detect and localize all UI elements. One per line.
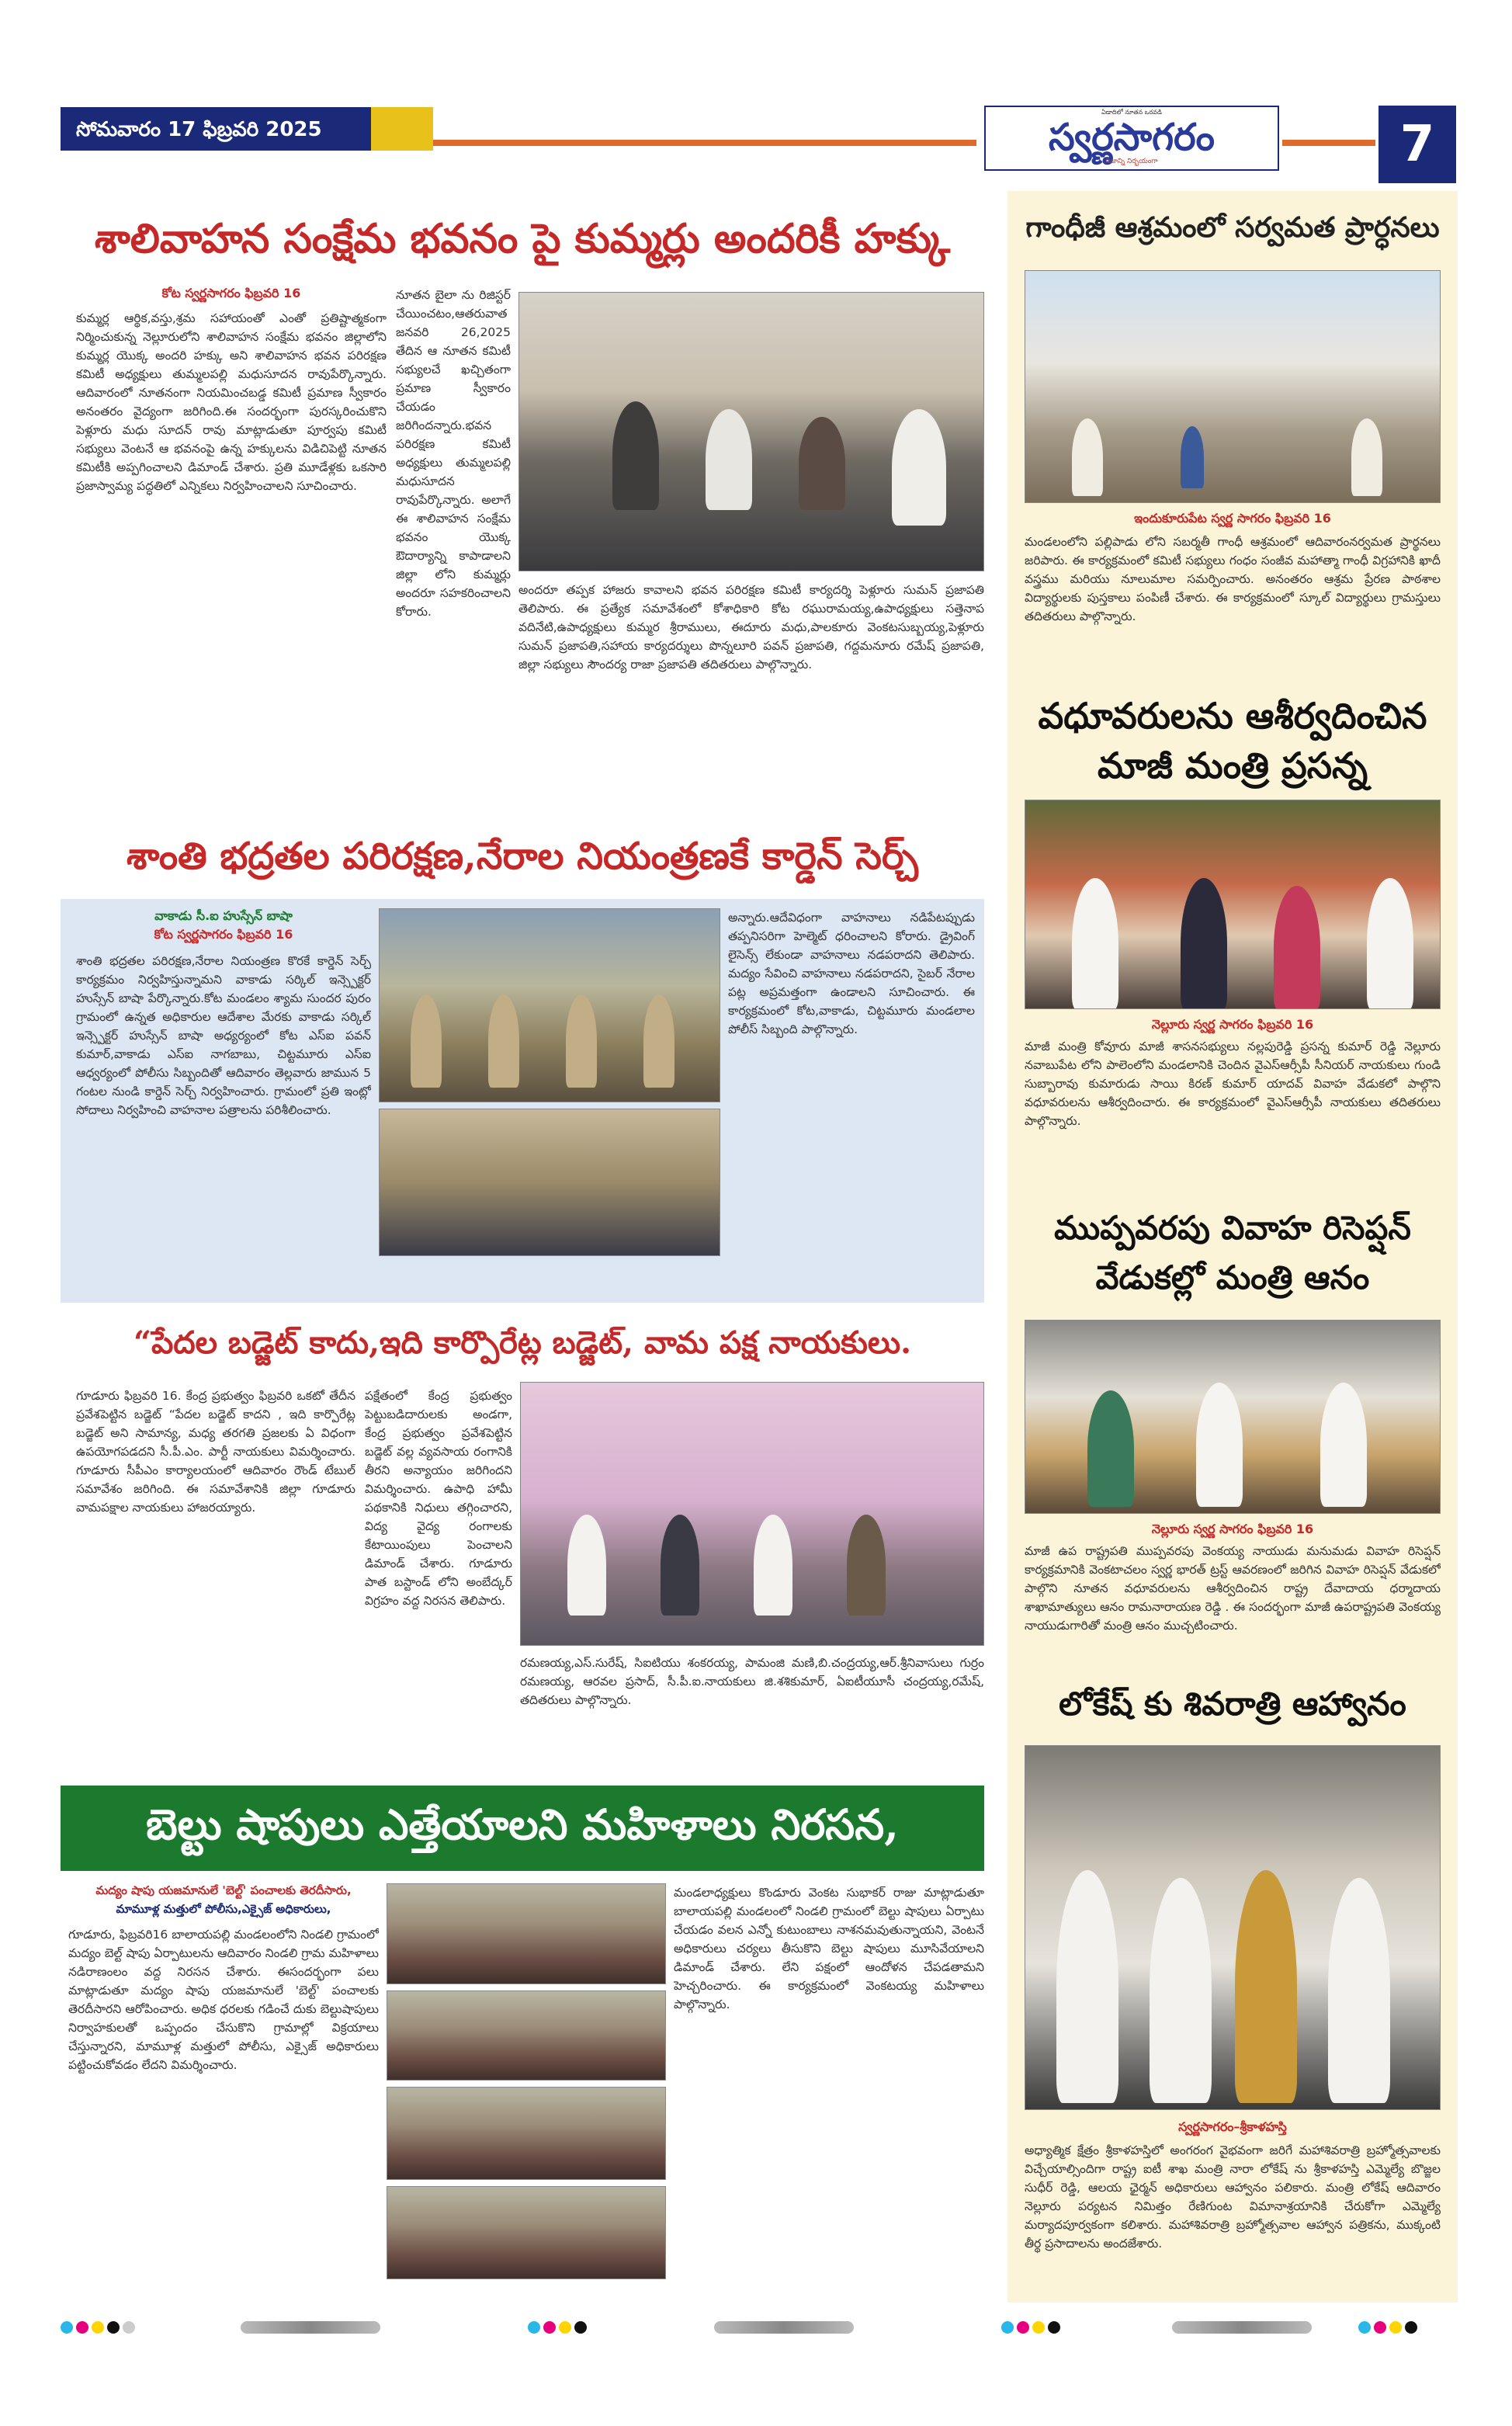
photo-figure — [1196, 1383, 1243, 1507]
side4-body: అధ్యాత్మిక క్షేత్రం శ్రీకాళహస్తిలో అంగరంగ వైభవంగా జరిగే మహాశివరాత్రి బ్రహ్మోత్సవాలకు విచ్చేయాల్సిందిగా రాష్ట్ర ఐటీ శాఖ మంత్రి నారా లోకేష్ ను శ్రీకాళహస్తి ఎమ్మెల్యే బొజ్జల సుధీర్ రెడ్డి, ఆలయ ఛైర్మన్ అధికారులు ఆహ్వానం పలికారు. మంత్రి లోకేష్ ఆదివారం నెల్లూరు పర్యటన నిమిత్తం రేణిగుంట విమానాశ్రయానికి చేరుకోగా ఎమ్మెల్యే మర్యాదపూర్వకంగా కలిశారు. మహాశివరాత్రి బ్రహ్మోత్సవాల ఆహ్వాన పత్రికను, ముక్కంటి తీర్థ ప్రసాదాలను అందజేశారు. — [1025, 2143, 1441, 2251]
side4-byline: స్వర్ణసాగరం–శ్రీకాళహస్తి — [1178, 2119, 1287, 2134]
magenta-dot — [543, 2321, 556, 2334]
side4-headline: లోకేష్ కు శివరాత్రి ఆహ్వానం — [1059, 1685, 1406, 1723]
story2-col1: శాంతి భద్రతల పరిరక్షణ,నేరాల నియంత్రణ కొరకే కార్డెన్ సెర్చ్ కార్యక్రమం నిర్వహిస్తున్నామని వాకాడు సర్కిల్ ఇన్స్పెక్టర్ హుస్సేన్ బాషా పేర్కొన్నారు.కోట మండలం శ్యామ సుందర పురం గ్రామంలో ఉన్నత అధికారుల ఆదేశాల మేరకు వాకాడు సర్కిల్ ఇన్స్పెక్టర్ హుస్సేన్ బాషా అధ్యర్యంలో కోట ఎస్ఐ పవన్ కుమార్,వాకాడు ఎస్ఐ నాగబాబు, చిట్టమూరు ఎస్ఐ ఆధ్వర్యంలో పోలీసు సిబ్బందితో ఆదివారం తెల్లవారు జామున 5 గంటల నుండి కార్డెన్ సెర్చ్ నిర్వహించారు. గ్రామంలో ప్రతి ఇంట్లో సోదాలు నిర్వహించి వాహనాల పత్రాలను పరిశీలించారు. — [76, 954, 371, 1117]
side1-body: మండలంలోని పల్లిపాడు లోని సబర్మతీ గాంధీ ఆశ్రమంలో ఆదివారంనర్వమత ప్రార్థనలు జరిపారు. ఈ కార్యక్రమంలో కమిటీ సభ్యులు గంధం సంజీవ మహాత్మా గాంధీ విగ్రహానికి ఖాదీ వస్త్రము మరియు నూలుమాల సమర్పించారు. అనంతరం ఆశ్రమ ప్రేరణ పాఠశాల విద్యార్థులకు పుస్తకాలు పంపిణీ చేశారు. ఈ కార్యక్రమంలో స్కూల్ విద్యార్థులు గ్రామస్తులు తదితరులు పాల్గొన్నారు. — [1025, 535, 1441, 623]
photo-figure — [411, 994, 442, 1088]
registration-marks-right — [1001, 2321, 1063, 2337]
side-story-reception — [1017, 1203, 1448, 1731]
story2-reporter: వాకాడు సీ.ఐ హుస్సేన్ బాషా — [154, 908, 293, 923]
story3-headline: “పేదల బడ్జెట్ కాదు,ఇది కార్పొరేట్ల బడ్జెట్, వామ పక్ష నాయకులు. — [133, 1324, 912, 1361]
side3-body: మాజీ ఉప రాష్ట్రపతి ముప్పవరపు వెంకయ్య నాయుడు మనుమడు వివాహ రిసెప్షన్ కార్యక్రమానికి వెంకటాచలం స్వర్ణ భారత్ ట్రస్ట్ ఆవరణంలో జరిగిన వివాహ రిసెప్షన్ వేడుకలో పాల్గొని నూతన వధూవరులను ఆశీర్వదించిన రాష్ట్ర దేవాదాయ ధర్మాదాయ శాఖామాత్యులు ఆనం రామనారాయణ రెడ్డి . ఈ సందర్భంగా మాజీ ఉపరాష్ట్రపతి వెంకయ్య నాయుడుగారితో మంత్రి ఆనం ముచ్చటించారు. — [1025, 1544, 1441, 1633]
header-rule-right — [1282, 140, 1375, 146]
side2-byline: నెల్లూరు స్వర్ణ సాగరం ఫిబ్రవరి 16 — [1151, 1017, 1314, 1032]
photo-figure — [706, 409, 752, 510]
side3-photo — [1025, 1320, 1441, 1514]
story-shalivahana — [61, 200, 984, 821]
story-cordon-search — [61, 821, 984, 1303]
photo-figure — [488, 994, 519, 1088]
side2-headline: వధూవరులను ఆశీర్వదించిన మాజీ మంత్రి ప్రసన్న — [1038, 695, 1427, 786]
story2-byline: కోట స్వర్ణసాగరం ఫిబ్రవరి 16 — [154, 927, 293, 942]
story2-headline: శాంతి భద్రతల పరిరక్షణ,నేరాల నియంత్రణకే కార్డెన్ సెర్చ్ — [61, 821, 984, 899]
photo-figure — [1150, 1878, 1212, 2103]
photo-figure — [1181, 878, 1227, 1009]
logo-name: స్వర్ణసాగరం — [1049, 116, 1215, 159]
side-story-blessing — [1017, 691, 1448, 1234]
printer-bar — [1172, 2321, 1312, 2334]
yellow-dot — [1032, 2321, 1045, 2334]
story-belt-shops — [61, 1786, 984, 2290]
side-story-ashram — [1017, 200, 1448, 744]
story3-col1: గూడూరు ఫిబ్రవరి 16. కేంద్ర ప్రభుత్వం ఫిబ్రవరి ఒకటో తేదీన ప్రవేశపెట్టిన బడ్జెట్ “పేదల బడ్జెట్ కాదని , ఇది కార్పొరేట్ల బడ్జెట్ అని సామాన్య, మధ్య తరగతి ప్రజలకు ఏ విధంగా ఉపయోగపడదని సీ.పీ.ఎం. పార్టీ నాయకులు విమర్శించారు. గూడూరు సీపీఎం కార్యాలయంలో ఆదివారం రౌండ్ టేబుల్ సమావేశం జరిగింది. ఈ సమావేశానికి జిల్లా గూడూరు వామపక్షాల నాయకులు హాజరయ్యారు. — [76, 1389, 355, 1515]
photo-figure — [612, 401, 659, 510]
date-text: సోమవారం 17 ఫిబ్రవరి 2025 — [76, 118, 322, 141]
photo-figure — [1351, 418, 1382, 496]
logo-subtitle: నిజాన్ని నిర్భయంగా — [1105, 158, 1158, 165]
story4-photo-1 — [387, 1883, 666, 1984]
story1-photo — [518, 292, 984, 571]
side2-photo — [1025, 800, 1441, 1009]
story2-photo-police — [379, 908, 720, 1102]
magenta-dot — [1017, 2321, 1029, 2334]
side3-byline: నెల్లూరు స్వర్ణ సాగరం ఫిబ్రవరి 16 — [1151, 1522, 1314, 1536]
story4-headline: బెల్టు షాపులు ఎత్తేయాలని మహిళాలు నిరసన, — [61, 1786, 984, 1871]
cyan-dot — [1358, 2321, 1371, 2334]
yellow-dot — [559, 2321, 571, 2334]
photo-figure — [1072, 418, 1103, 496]
side1-photo — [1025, 270, 1441, 503]
story4-col1: గూడూరు, ఫిబ్రవరి16 బాలాయపల్లి మండలంలోని నిండలి గ్రామంలో మద్యం బెల్ట్ షాపు ఏర్పాటులను ఆదివారం నిండలి గ్రామ మహిళాలు నడిరాణంలం వద్ద నిరసన చేశారు. ఈసందర్భంగా పలు మాట్లాడుతూ మద్యం షాపు యజమానులే 'బెల్ట్' పంచాలకు తెరదీసారని ఆరోపించారు. అధిక ధరలకు గడించే దుకు బెల్టుషాపులు నిర్వాహకులతో ఒప్పందం చేసుకొని గ్రామాల్లో విక్రయాలు చేస్తున్నారని, మామూళ్ల మత్తులో పోలీసు, ఎక్సైజ్ అధికారులు పట్టించుకోవడం లేదని విమర్శించారు. — [68, 1928, 379, 2072]
printer-bar — [241, 2321, 380, 2334]
date-bar — [61, 107, 371, 151]
story1-byline: కోట స్వర్ణసాగరం ఫిబ్రవరి 16 — [161, 286, 301, 300]
side3-headline-2: వేడుకల్లో మంత్రి ఆనం — [1095, 1258, 1370, 1296]
black-dot — [107, 2321, 120, 2334]
story1-col3: అందరూ తప్పక హాజరు కావాలని భవన పరిరక్షణ కమిటీ కార్యదర్శి పెళ్లూరు సుమన్ ప్రజాపతి తెలిపారు. ఈ ప్రత్యేక సమావేశంలో కోశాధికారి కోట రఘురామయ్య,ఉపాధ్యక్షులు సత్తెనాప వదినేటి,ఉపాధ్యక్షులు కుమ్మర శ్రీరాములు, ఈదూరు మధు,పాలకూరు వెంకటసుబ్బయ్య,పెళ్లూరు సుమన్ ప్రజాపతి,సహాయ కార్యదర్శులు పొన్నలూరి పవన్ ప్రజాపతి, గద్దమనూరు రమేష్ ప్రజాపతి, జిల్లా సభ్యులు సౌందర్య రాజా ప్రజాపతి తదితరులు పాల్గొన్నారు. — [518, 583, 984, 672]
photo-figure — [1181, 426, 1204, 488]
story1-col1: కుమ్మర్ల ఆర్థిక,వస్తు,శ్రమ సహాయంతో ఎంతో ప్రతిష్టాత్మకంగా నిర్మించుకున్న నెల్లూరులోని శాలివాహన సంక్షేమ భవనం జిల్లాలోని కుమ్మర్ల యొక్క అందరి హక్కు అని శాలివాహన భవన పరిరక్షణ కమిటీ అధ్యక్షులు తుమ్మలపల్లి మధుసూదన రావుపేర్కొన్నారు. ఆదివారంలో నూతనంగా నియమించబడ్డ కమిటీ ప్రమాణ స్వీకారం అనంతరం వైద్యంగా జరిగింది.ఈ సందర్భంగా పురస్కరించుకొని పెళ్లూరు మధు సూదన్ రావు మాట్లాడుతూ పూర్వపు కమిటీ సభ్యులు వెంటనే ఆ భవనంపై ఉన్న హక్కులను విడిచిపెట్టి నూతన కమిటీకి అప్పగించాలని డిమాండ్ చేశారు. ప్రతి మూడేళ్లకు ఒకసారి ప్రజాస్వామ్య పద్ధతిలో ఎన్నికలు నిర్వహించాలని సూచించారు. — [76, 311, 387, 493]
page-number: 7 — [1378, 106, 1456, 183]
story4-subhead-2: మామూళ్ల మత్తులో పోలీసు,ఎక్సైజ్ అధికారులు, — [116, 1902, 331, 1916]
photo-figure — [1235, 1870, 1297, 2103]
story1-headline: శాలివాహన సంక్షేమ భవనం పై కుమ్మర్లు అందరికీ హక్కు — [94, 215, 951, 262]
side1-byline: ఇందుకూరుపేట స్వర్ణ సాగరం ఫిబ్రవరి 16 — [1134, 511, 1331, 526]
photo-figure — [754, 1515, 792, 1616]
story4-col2: మండలాధ్యక్షులు కొండూరు వెంకట సుభాకర్ రాజు మాట్లాడుతూ బాలాయపల్లి మండలంలో నిండలి గ్రామంలో బెల్టు షాపులు ఏర్పాటు చేయడం వలన ఎన్నో కుటుంబాలు నాశనమవుతున్నాయని, వెంటనే అధికారులు చర్యలు తీసుకొని బెల్టు షాపులు మూసివేయాలని డిమాండ్ చేశారు. లేని పక్షంలో ఆందోళన చేపడతామని హెచ్చరించారు. ఈ కార్యక్రమంలో వెంకటయ్య మహిళాలు పాల్గొన్నారు. — [674, 1886, 984, 2011]
registration-marks-left — [61, 2321, 138, 2337]
masthead-logo — [984, 106, 1279, 171]
logo-tagline: ఏడాదిలో నూతన ఒరవడి — [1101, 109, 1162, 116]
story3-col2: పక్షేతంలో కేంద్ర ప్రభుత్వం పెట్టుబడిదారులకు అండగా, కేంద్ర ప్రభుత్వం ప్రవేశపెట్టిన బడ్జెట్ వల్ల వ్యవసాయ రంగానికి తీరని అన్యాయం జరిగిందని విమర్శించారు. ఉపాధి హామీ పథకానికి నిధులు తగ్గించారని, విద్య వైద్య రంగాలకు కేటాయింపులు పెంచాలని డిమాండ్ చేశారు. గూడూరు పాత బస్టాండ్ లోని అంబేద్కర్ విగ్రహం వద్ద నిరసన తెలిపారు. — [365, 1389, 512, 1608]
black-dot — [1405, 2321, 1417, 2334]
story1-col2: నూతన బైలా ను రిజిస్టర్ చేయించటం,ఆతరువాత జనవరి 26,2025 తేదిన ఆ నూతన కమిటీ సభ్యులచే ఖచ్చితంగా ప్రమాణ స్వీకారం చేయడం జరిగిందన్నారు.భవన పరిరక్షణ కమిటీ అధ్యక్షులు తుమ్మలపల్లి మధుసూదన రావుపేర్కొన్నారు. అలాగే ఈ శాలివాహన సంక్షేమ భవనం యొక్క ఔదార్యాన్ని కాపాడాలని జిల్లా లోని కుమ్మర్లు అందరూ సహకరించాలని కోరారు. — [396, 288, 511, 619]
photo-figure — [661, 1515, 699, 1616]
photo-figure — [1072, 878, 1118, 1009]
photo-figure — [1320, 1383, 1367, 1507]
printer-bar — [714, 2321, 854, 2334]
story4-photo-2 — [387, 1990, 666, 2081]
registration-marks-mid — [528, 2321, 590, 2337]
side4-photo — [1025, 1745, 1441, 2110]
story4-photo-3 — [387, 2087, 666, 2180]
story4-photo-4 — [387, 2186, 666, 2279]
magenta-dot — [76, 2321, 88, 2334]
black-dot — [574, 2321, 587, 2334]
cyan-dot — [528, 2321, 540, 2334]
story-budget — [61, 1312, 984, 1778]
cyan-dot — [61, 2321, 73, 2334]
story3-photo — [520, 1382, 984, 1646]
yellow-dot — [92, 2321, 104, 2334]
photo-figure — [1367, 878, 1413, 1009]
magenta-dot — [1374, 2321, 1386, 2334]
photo-figure — [1087, 1390, 1134, 1507]
photo-figure — [799, 417, 845, 510]
header-rule-left — [433, 140, 976, 146]
story4-subhead-1: మద్యం షాపు యజమానులే 'బెల్ట్' పంచాలకు తెరదీసారు, — [95, 1883, 352, 1897]
side3-headline-1: ముప్పవరపు వివాహ రిసెప్షన్ — [1054, 1209, 1411, 1247]
story2-photo-bikes — [379, 1109, 720, 1256]
gray-dot — [123, 2321, 135, 2334]
side-story-lokesh — [1017, 1677, 1448, 2298]
cyan-dot — [1001, 2321, 1014, 2334]
story3-col3: రమణయ్య,ఎస్.సురేష్, సిఐటియు శంకరయ్య, పామంజి మణి,బి.చంద్రయ్య,ఆర్.శ్రీనివాసులు గుర్రం రమణయ్య, ఆరవల ప్రసాద్, సీ.పీ.ఐ.నాయకులు జి.శశికుమార్, ఏఐటీయూసీ చంద్రయ్య,రమేష్, తదితరులు పాల్గొన్నారు. — [520, 1656, 984, 1707]
photo-figure — [643, 994, 675, 1088]
photo-figure — [847, 1515, 886, 1616]
header-accent — [371, 107, 433, 151]
black-dot — [1048, 2321, 1060, 2334]
photo-figure — [892, 409, 946, 526]
registration-marks-far-right — [1358, 2321, 1420, 2337]
photo-figure — [566, 994, 597, 1088]
yellow-dot — [1389, 2321, 1402, 2334]
side1-headline: గాంధీజీ ఆశ్రమంలో సర్వమత ప్రార్ధనలు — [1025, 211, 1440, 244]
story2-col2: అన్నారు.ఆదేవిధంగా వాహనాలు నడిపేటప్పుడు తప్పనిసరిగా హెల్మెట్ ధరించాలని కోరారు. డ్రైవింగ్ లైసెన్స్ లేకుండా వాహనాలు నడపరాదని తెలిపారు. మద్యం సేవించి వాహనాలు నడపరాదని, సైబర్ నేరాల పట్ల అప్రమత్తంగా ఉండాలని సూచించారు. ఈ కార్యక్రమంలో కోట,వాకాడు, చిట్టమూరు మండలాల పోలీస్ సిబ్బంది పాల్గొన్నారు. — [728, 911, 975, 1036]
photo-figure — [1274, 886, 1320, 1009]
side2-body: మాజీ మంత్రి కోవూరు మాజీ శాసనసభ్యులు నల్లపురెడ్డి ప్రసన్న కుమార్ రెడ్డి నెల్లూరు నవాబుపేట లోని పాలెంలోని మండలానికి చెందిన వైఎస్ఆర్సీపీ సీనియర్ నాయకులు గుండి సుబ్బారావు కుమారుడు సాయి కిరణ్ కుమార్ యాదవ్ వివాహ వేడుకలో పాల్గొని వధూవరులను ఆశీర్వదించారు. ఈ కార్యక్రమంలో వైఎస్ఆర్సీపీ నాయకులు తదితరులు పాల్గొన్నారు. — [1025, 1039, 1441, 1128]
photo-figure — [1056, 1870, 1118, 2103]
photo-figure — [1328, 1878, 1390, 2103]
photo-figure — [567, 1515, 606, 1616]
